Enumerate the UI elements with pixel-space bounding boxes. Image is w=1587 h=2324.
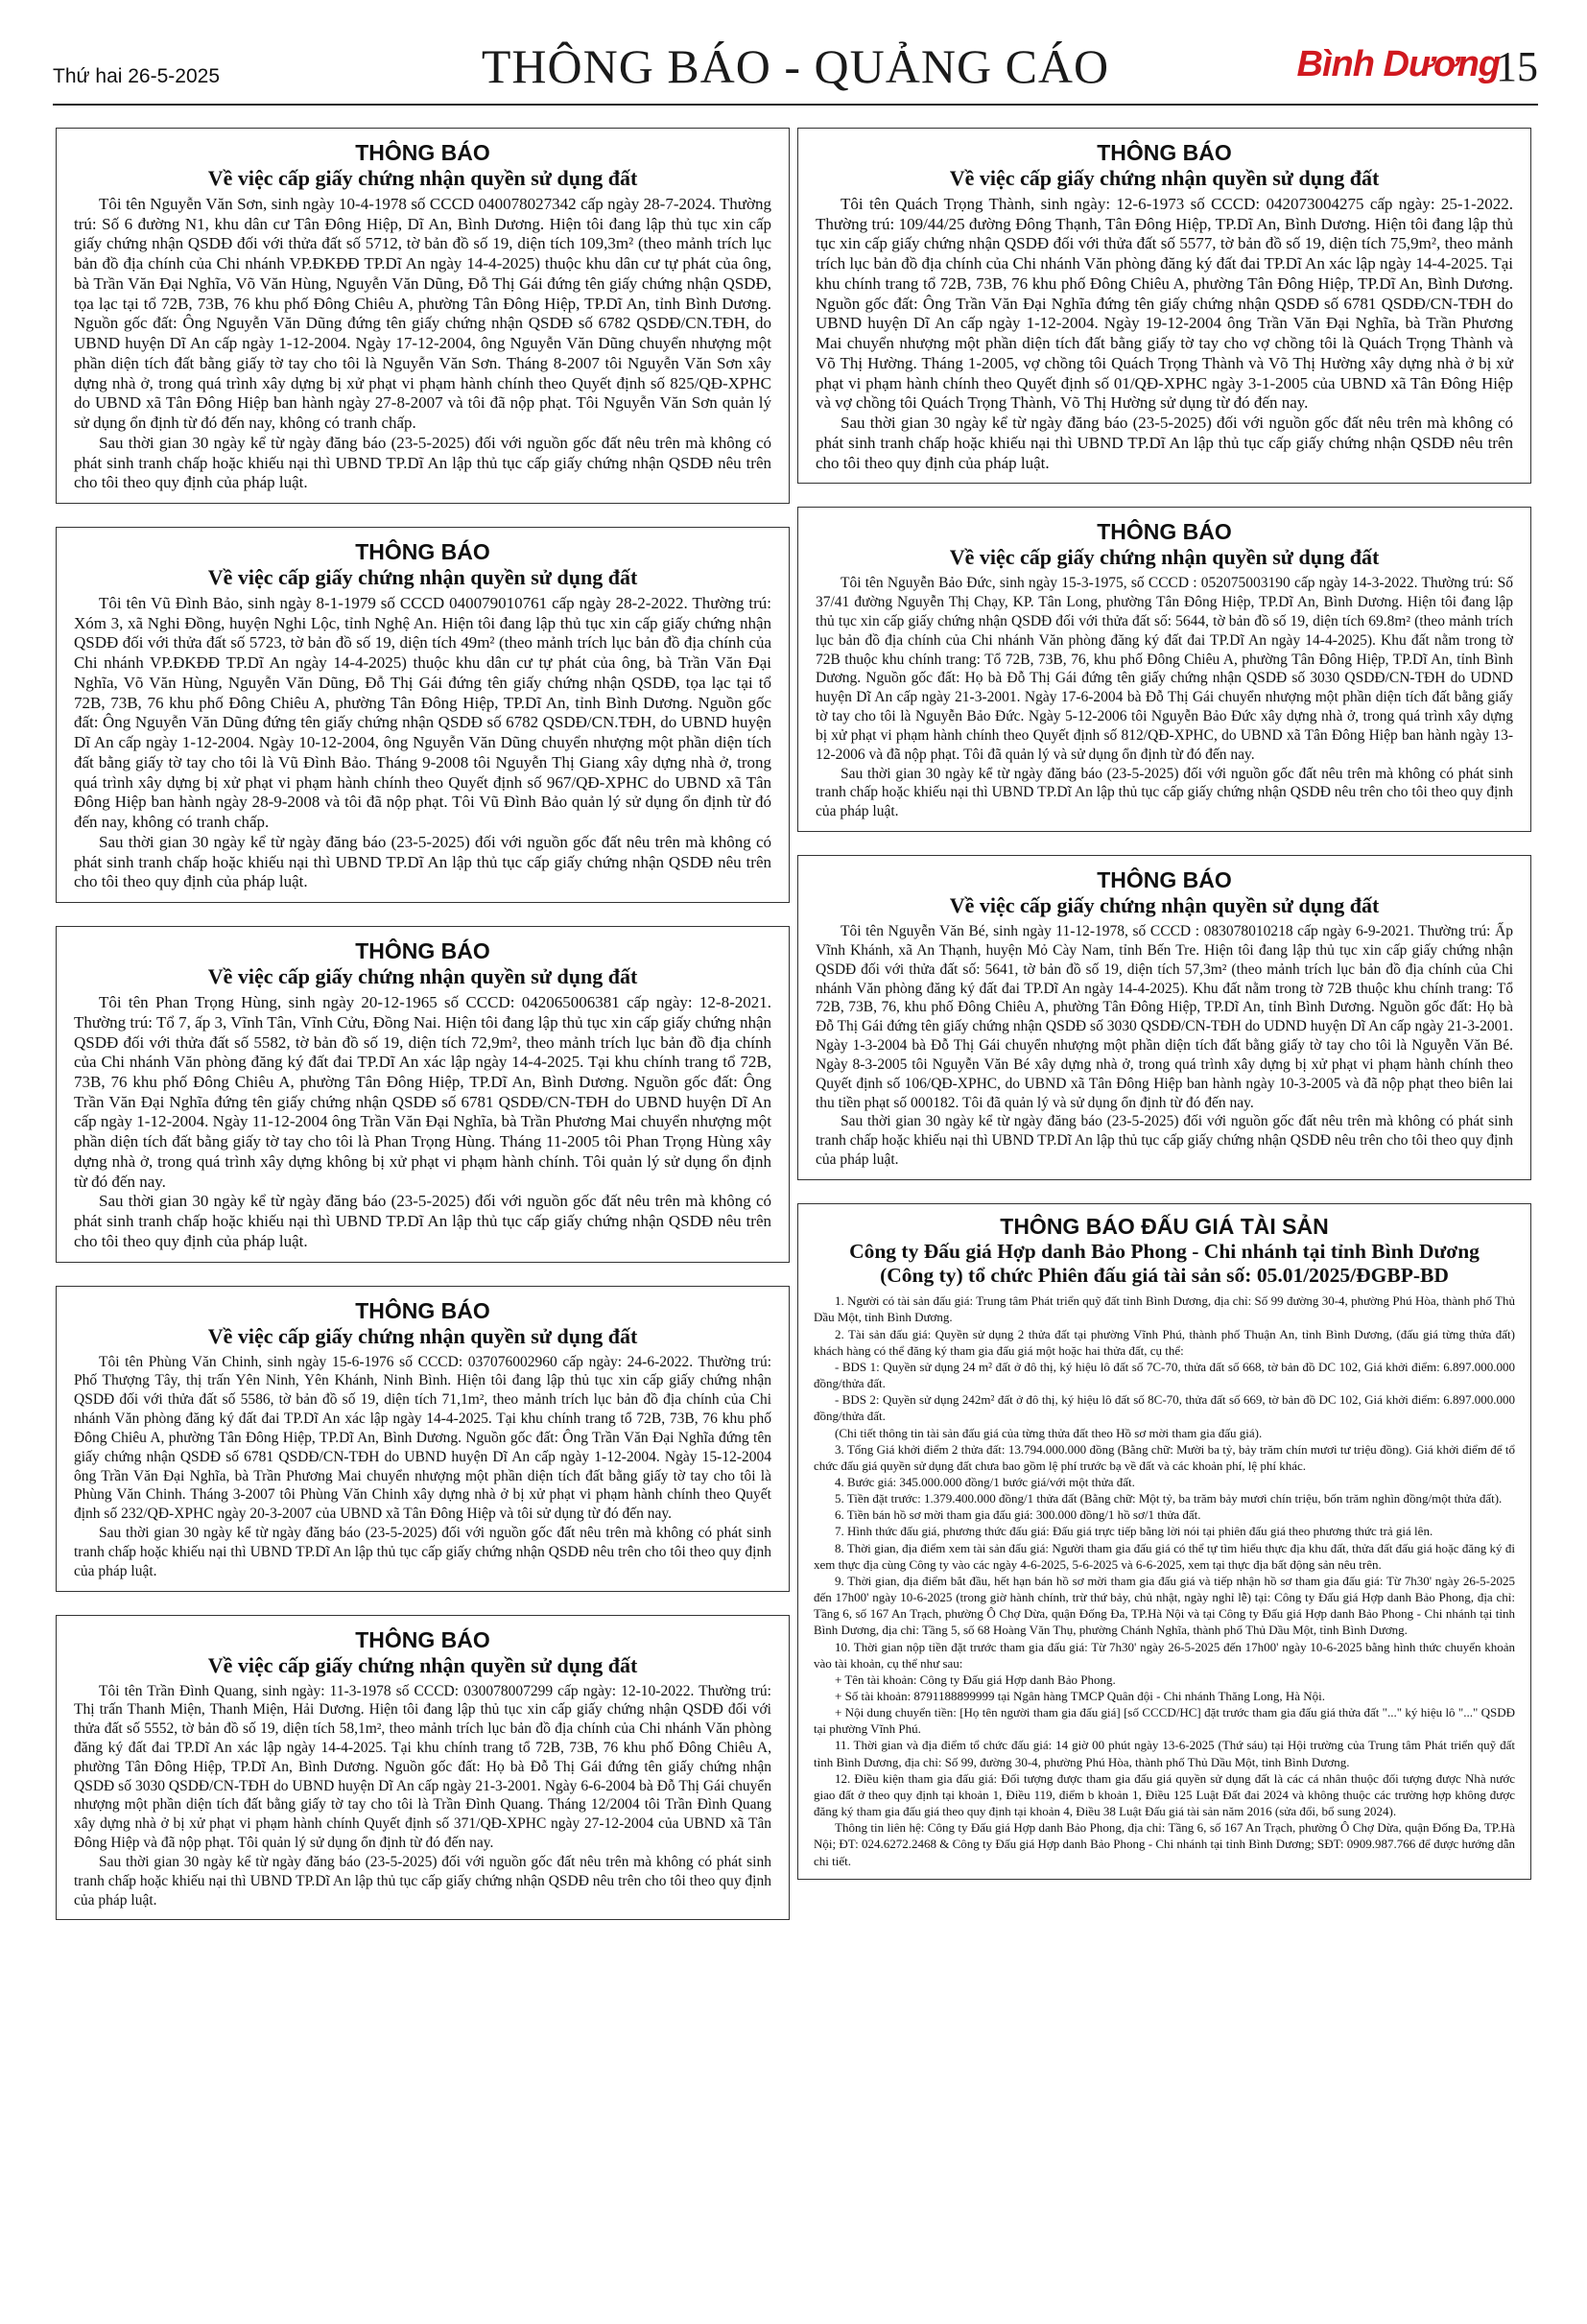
- notice-subtitle: Về việc cấp giấy chứng nhận quyền sử dụng đất: [207, 565, 638, 590]
- notice-paragraph: Sau thời gian 30 ngày kể từ ngày đăng báo (23-5-2025) đối với nguồn gốc đất nêu trên mà không có phát sinh tranh chấp hoặc khiếu nại thì UBND TP.Dĩ An lập thủ tục cấp giấy chứng nhận QSDĐ nêu trên cho tôi theo quy định của pháp luật.: [816, 414, 1513, 472]
- page-header: [53, 36, 1538, 106]
- auction-title: THÔNG BÁO ĐẤU GIÁ TÀI SẢN: [1000, 1213, 1329, 1239]
- notice-subtitle: Về việc cấp giấy chứng nhận quyền sử dụng đất: [949, 893, 1380, 918]
- notice-body: [816, 195, 1513, 473]
- notice-body: [74, 993, 771, 1252]
- auction-item: 10. Thời gian nộp tiền đặt trước tham gia đấu giá: Từ 7h30' ngày 26-5-2025 đến 17h00' ngày 10-6-2025 bằng hình thức chuyển khoản vào tài khoản, cụ thể như sau:: [814, 1639, 1515, 1671]
- auction-item: 11. Thời gian và địa điểm tổ chức đấu giá: 14 giờ 00 phút ngày 13-6-2025 (Thứ sáu) tại Hội trường của Trung tâm Phát triển quỹ đất tỉnh Bình Dương, địa chỉ: Số 99, đường 30-4, phường Phú Hòa, thành phố Thủ Dầu Một, tỉnh Bình Dương.: [814, 1738, 1515, 1769]
- land-notice: [56, 926, 790, 1263]
- notice-body: [816, 922, 1513, 1170]
- land-notice: [56, 128, 790, 504]
- notice-title: THÔNG BÁO: [355, 140, 490, 165]
- notice-body: [74, 1682, 771, 1910]
- notice-title: THÔNG BÁO: [355, 539, 490, 565]
- auction-item: - BDS 2: Quyền sử dụng 242m² đất ở đô thị, ký hiệu lô đất số 8C-70, thửa đất số 669, tờ bản đồ DC 102, Giá khởi điểm: 6.897.000.000 đồng/thửa đất.: [814, 1392, 1515, 1424]
- notice-body: [816, 574, 1513, 821]
- auction-item: 9. Thời gian, địa điểm bắt đầu, hết hạn bán hồ sơ mời tham gia đấu giá và tiếp nhận hồ sơ tham gia đấu giá: Từ 7h30' ngày 26-5-2025 đến 17h00' ngày 10-6-2025 (trong giờ hành chính, trừ thứ bảy, chủ nhật, ngày nghỉ lễ) tại: Công ty Đấu giá Hợp danh Bảo Phong, địa chỉ: Tầng 6, số 167 An Trạch, phường Ô Chợ Dừa, quận Đống Đa, TP.Hà Nội và tại Công ty Đấu giá Hợp danh Bảo Phong - Chi nhánh tại tỉnh Bình Dương, địa chỉ: Tầng 5, số 68 Hoàng Văn Thụ, phường Chánh Nghĩa, thành phố Thủ Dầu Một, tỉnh Bình Dương.: [814, 1573, 1515, 1638]
- notice-body: [74, 594, 771, 892]
- auction-item: 1. Người có tài sản đấu giá: Trung tâm Phát triển quỹ đất tỉnh Bình Dương, địa chỉ: Số 99 đường 30-4, phường Phú Hòa, thành phố Thủ Dầu Một, tỉnh Bình Dương.: [814, 1293, 1515, 1325]
- notice-paragraph: Sau thời gian 30 ngày kể từ ngày đăng báo (23-5-2025) đối với nguồn gốc đất nêu trên mà không có phát sinh tranh chấp hoặc khiếu nại thì UBND TP.Dĩ An lập thủ tục cấp giấy chứng nhận QSDĐ nêu trên cho tôi theo quy định của pháp luật.: [74, 433, 771, 492]
- notice-body: [74, 195, 771, 493]
- notice-subtitle: Về việc cấp giấy chứng nhận quyền sử dụng đất: [207, 1652, 638, 1677]
- auction-item: 2. Tài sản đấu giá: Quyền sử dụng 2 thửa đất tại phường Vĩnh Phú, thành phố Thuận An, tỉnh Bình Dương, (đấu giá từng thửa đất) khách hàng có thể đăng ký tham gia đấu giá một hoặc hai thửa đất, cụ thể:: [814, 1326, 1515, 1358]
- land-notice: [56, 527, 790, 903]
- notice-subtitle: Về việc cấp giấy chứng nhận quyền sử dụng đất: [949, 545, 1380, 570]
- notice-paragraph: Sau thời gian 30 ngày kể từ ngày đăng báo (23-5-2025) đối với nguồn gốc đất nêu trên mà không có phát sinh tranh chấp hoặc khiếu nại thì UBND TP.Dĩ An lập thủ tục cấp giấy chứng nhận QSDĐ nêu trên cho tôi theo quy định của pháp luật.: [816, 1113, 1513, 1168]
- land-notice: [797, 128, 1531, 484]
- auction-item: (Chi tiết thông tin tài sản đấu giá của từng thửa đất theo Hồ sơ mời tham gia đấu giá).: [835, 1425, 1263, 1440]
- auction-item: + Tên tài khoản: Công ty Đấu giá Hợp danh Bảo Phong.: [835, 1672, 1116, 1687]
- land-notice: [56, 1286, 790, 1592]
- land-notice: [56, 1615, 790, 1921]
- notice-subtitle: Về việc cấp giấy chứng nhận quyền sử dụng đất: [949, 166, 1380, 190]
- auction-item: 8. Thời gian, địa điểm xem tài sản đấu giá: Người tham gia đấu giá có thể tự tìm hiểu thực địa khu đất, thửa đất đấu giá hoặc đăng ký đi xem thực địa cùng Công ty vào các ngày 4-6-2025, 5-6-2025 và 6-6-2025, xem tại thực địa bất động sản nêu trên.: [814, 1540, 1515, 1572]
- notice-paragraph: Sau thời gian 30 ngày kể từ ngày đăng báo (23-5-2025) đối với nguồn gốc đất nêu trên mà không có phát sinh tranh chấp hoặc khiếu nại thì UBND TP.Dĩ An lập thủ tục cấp giấy chứng nhận QSDĐ nêu trên cho tôi theo quy định của pháp luật.: [74, 1853, 771, 1909]
- newspaper-logo: Bình Dương: [1296, 44, 1500, 84]
- auction-item: 7. Hình thức đấu giá, phương thức đấu giá: Đấu giá trực tiếp bằng lời nói tại phiên đấu giá theo phương thức trả giá lên.: [835, 1524, 1433, 1539]
- notice-paragraph: Sau thời gian 30 ngày kể từ ngày đăng báo (23-5-2025) đối với nguồn gốc đất nêu trên mà không có phát sinh tranh chấp hoặc khiếu nại thì UBND TP.Dĩ An lập thủ tục cấp giấy chứng nhận QSDĐ nêu trên cho tôi theo quy định của pháp luật.: [74, 832, 771, 891]
- page-number: 15: [1496, 43, 1538, 90]
- notice-subtitle: Về việc cấp giấy chứng nhận quyền sử dụng đất: [207, 166, 638, 190]
- notice-paragraph: Tôi tên Phan Trọng Hùng, sinh ngày 20-12-1965 số CCCD: 042065006381 cấp ngày: 12-8-2021. Thường trú: Tổ 7, ấp 3, Vĩnh Tân, Vĩnh Cửu, Đồng Nai. Hiện tôi đang lập thủ tục xin cấp giấy chứng nhận QSDĐ đối với thửa đất số 5582, tờ bản đồ số 19, diện tích 72,9m², theo mảnh trích lục bản đồ địa chính của Chi nhánh Văn phòng đăng ký đất đai TP.Dĩ An xác lập ngày 14-4-2025. Tại khu chính trang tổ 72B, 73B, 76 khu phố Đông Chiêu A, phường Tân Đông Hiệp, TP.Dĩ An, Bình Dương. Nguồn gốc đất: Ông Trần Văn Đại Nghĩa đứng tên giấy chứng nhận QSDĐ số 6781 QSDĐ/CN-TĐH do UBND huyện Dĩ An cấp ngày 1-12-2004. Ngày 11-12-2004 ông Trần Văn Đại Nghĩa, bà Trần Phương Mai chuyển nhượng một phần diện tích đất bằng giấy tờ tay cho tôi là Phan Trọng Hùng. Tháng 11-2005 tôi Phan Trọng Hùng xây dựng nhà ở, trong quá trình xây dựng không bị xử phạt vi phạm hành chính. Tôi quản lý sử dụng ổn định từ đó đến nay.: [74, 993, 771, 1191]
- auction-item: 5. Tiền đặt trước: 1.379.400.000 đồng/1 thửa đất (Bằng chữ: Một tỷ, ba trăm bảy mươi chín triệu, bốn trăm nghìn đồng/một thửa đất).: [835, 1491, 1503, 1506]
- notice-paragraph: Sau thời gian 30 ngày kể từ ngày đăng báo (23-5-2025) đối với nguồn gốc đất nêu trên mà không có phát sinh tranh chấp hoặc khiếu nại thì UBND TP.Dĩ An lập thủ tục cấp giấy chứng nhận QSDĐ nêu trên cho tôi theo quy định của pháp luật.: [74, 1192, 771, 1250]
- auction-body: [814, 1292, 1515, 1868]
- notice-paragraph: Tôi tên Vũ Đình Bảo, sinh ngày 8-1-1979 số CCCD 040079010761 cấp ngày 28-2-2022. Thường trú: Xóm 3, xã Nghi Đồng, huyện Nghi Lộc, tỉnh Nghệ An. Hiện tôi đang lập thủ tục xin cấp giấy chứng nhận QSDĐ đối với thửa đất số 5723, tờ bản đồ số 19, diện tích 49m² (theo mảnh trích lục bản đồ địa chính của Chi nhánh VP.ĐKĐĐ TP.Dĩ An ngày 14-4-2025) thuộc khu dân cư tự phát của ông, bà Trần Văn Đại Nghĩa, Võ Văn Hùng, Nguyễn Văn Dũng, Đỗ Thị Gái đứng tên giấy chứng nhận QSDĐ, tọa lạc tại tổ 72B, 73B, 76 khu phố Đông Chiêu A, phường Tân Đông Hiệp, TP.Dĩ An, tỉnh Bình Dương. Nguồn gốc đất: Ông Nguyễn Văn Dũng đứng tên giấy chứng nhận QSDĐ số 6782 QSDĐ/CN.TĐH, do UBND huyện Dĩ An cấp ngày 1-12-2004. Ngày 10-12-2004, ông Nguyễn Văn Dũng chuyển nhượng một phần diện tích đất bằng giấy tờ tay cho tôi là Vũ Đình Bảo. Tháng 9-2008 tôi Nguyễn Thị Giang xây dựng nhà ở, trong quá trình xây dựng bị xử phạt vi phạm hành chính theo Quyết định số 967/QĐ-XPHC do UBND xã Tân Đông Hiệp ban hành ngày 28-9-2008 và tôi đã nộp phạt. Tôi Vũ Đình Bảo quản lý sử dụng ổn định từ đó đến nay, không có tranh chấp.: [74, 594, 771, 832]
- auction-item: Thông tin liên hệ: Công ty Đấu giá Hợp danh Bảo Phong, địa chỉ: Tầng 6, số 167 An Trạch, phường Ô Chợ Dừa, quận Đống Đa, TP.Hà Nội; ĐT: 024.6272.2468 & Công ty Đấu giá Hợp danh Bảo Phong - Chi nhánh tại tỉnh Bình Dương; SĐT: 0909.987.766 để được hướng dẫn chi tiết.: [814, 1820, 1515, 1868]
- left-column: [56, 128, 790, 1943]
- auction-subtitle: Công ty Đấu giá Hợp danh Bảo Phong - Chi nhánh tại tỉnh Bình Dương (Công ty) tổ chức Phiên đấu giá tài sản số: 05.01/2025/ĐGBP-BD: [849, 1239, 1480, 1287]
- issue-date: Thứ hai 26-5-2025: [53, 65, 220, 87]
- notice-paragraph: Sau thời gian 30 ngày kể từ ngày đăng báo (23-5-2025) đối với nguồn gốc đất nêu trên mà không có phát sinh tranh chấp hoặc khiếu nại thì UBND TP.Dĩ An lập thủ tục cấp giấy chứng nhận QSDĐ nêu trên cho tôi theo quy định của pháp luật.: [816, 765, 1513, 820]
- notice-subtitle: Về việc cấp giấy chứng nhận quyền sử dụng đất: [207, 1323, 638, 1348]
- auction-item: + Số tài khoản: 8791188899999 tại Ngân hàng TMCP Quân đội - Chi nhánh Thăng Long, Hà Nội.: [835, 1689, 1326, 1703]
- notice-title: THÔNG BÁO: [1097, 519, 1232, 545]
- notice-title: THÔNG BÁO: [1097, 867, 1232, 893]
- section-title: THÔNG BÁO - QUẢNG CÁO: [481, 39, 1110, 93]
- auction-item: 6. Tiền bán hồ sơ mời tham gia đấu giá: 300.000 đồng/1 hồ sơ/1 thửa đất.: [835, 1507, 1201, 1523]
- notice-body: [74, 1353, 771, 1581]
- auction-item: - BDS 1: Quyền sử dụng 24 m² đất ở đô thị, ký hiệu lô đất số 7C-70, thửa đất số 668, tờ bản đồ DC 102, Giá khởi điểm: 6.897.000.000 đồng/thửa đất.: [814, 1359, 1515, 1391]
- notice-paragraph: Tôi tên Quách Trọng Thành, sinh ngày: 12-6-1973 số CCCD: 042073004275 cấp ngày: 25-1-2022. Thường trú: 109/44/25 đường Đông Thạnh, Tân Đông Hiệp, TP.Dĩ An, Bình Dương. Hiện tôi đang lập thủ tục xin cấp giấy chứng nhận QSDĐ đối với thửa đất số 5577, tờ bản đồ số 19, diện tích 75,9m², theo mảnh trích lục bản đồ địa chính của Chi nhánh Văn phòng đăng ký đất đai TP.Dĩ An xác lập ngày 14-4-2025. Tại khu chính trang tổ 72B, 73B, 76 khu phố Đông Chiêu A, phường Tân Đông Hiệp, TP.Dĩ An, Bình Dương. Nguồn gốc đất: Ông Trần Văn Đại Nghĩa đứng tên giấy chứng nhận QSDĐ số 6781 QSDĐ/CN-TĐH do UBND huyện Dĩ An cấp ngày 1-12-2004. Ngày 19-12-2004 ông Trần Văn Đại Nghĩa, bà Trần Phương Mai chuyển nhượng một phần diện tích đất bằng giấy tờ tay cho vợ chồng tôi là Quách Trọng Thành và Võ Thị Hường. Tháng 1-2005, vợ chồng tôi Quách Trọng Thành và Võ Thị Hường xây dựng nhà ở bị xử phạt vi phạm hành chính theo Quyết định số 01/QĐ-XPHC ngày 3-1-2005 của UBND xã Tân Đông Hiệp và vợ chồng tôi Quách Trọng Thành, Võ Thị Hường sử dụng từ đó đến nay.: [816, 195, 1513, 413]
- auction-notice: [797, 1203, 1531, 1880]
- notice-paragraph: Tôi tên Phùng Văn Chinh, sinh ngày 15-6-1976 số CCCD: 037076002960 cấp ngày: 24-6-2022. Thường trú: Phố Thượng Tây, thị trấn Yên Ninh, Yên Khánh, Ninh Bình. Hiện tôi đang lập thủ tục xin cấp giấy chứng nhận QSDĐ đối với thửa đất số 5586, tờ bản đồ số 19, diện tích 71,1m², theo mảnh trích lục bản đồ địa chính của Chi nhánh Văn phòng đăng ký đất đai TP.Dĩ An xác lập ngày 14-4-2025. Tại khu chính trang tổ 72B, 73B, 76 khu phố Đông Chiêu A, phường Tân Đông Hiệp, TP.Dĩ An, Bình Dương. Nguồn gốc đất: Ông Trần Văn Đại Nghĩa đứng tên giấy chứng nhận QSDĐ số 6781 QSDĐ/CN-TĐH do UBND huyện Dĩ An cấp ngày 1-12-2004. Ngày 15-12-2004 ông Trần Văn Đại Nghĩa, bà Trần Phương Mai chuyển nhượng một phần diện tích đất bằng giấy tờ tay cho tôi là Phùng Văn Chinh. Tháng 3-2007 tôi Phùng Văn Chinh xây dựng nhà ở bị xử phạt vi phạm hành chính theo Quyết định số 232/QĐ-XPHC ngày 20-3-2007 của UBND xã Tân Đông Hiệp và tôi sử dụng từ đó đến nay.: [74, 1353, 771, 1523]
- auction-item: 12. Điều kiện tham gia đấu giá: Đối tượng được tham gia đấu giá quyền sử dụng đất là các cá nhân thuộc đối tượng được Nhà nước giao đất ở theo quy định tại khoản 1, Điều 119, điểm b khoản 1, Điều 125 Luật Đất đai 2024 và không thuộc các trường hợp không được đăng ký tham gia đấu giá theo quy định tại khoản 4, Điều 38 Luật Đấu giá tài sản năm 2016 (sửa đổi, bổ sung 2024).: [814, 1770, 1515, 1819]
- notice-paragraph: Sau thời gian 30 ngày kể từ ngày đăng báo (23-5-2025) đối với nguồn gốc đất nêu trên mà không có phát sinh tranh chấp hoặc khiếu nại thì UBND TP.Dĩ An lập thủ tục cấp giấy chứng nhận QSDĐ nêu trên cho tôi theo quy định của pháp luật.: [74, 1525, 771, 1579]
- notice-title: THÔNG BÁO: [355, 938, 490, 964]
- notice-subtitle: Về việc cấp giấy chứng nhận quyền sử dụng đất: [207, 964, 638, 989]
- notice-paragraph: Tôi tên Trần Đình Quang, sinh ngày: 11-3-1978 số CCCD: 030078007299 cấp ngày: 12-10-2022. Thường trú: Thị trấn Thanh Miện, Thanh Miện, Hải Dương. Hiện tôi đang lập thủ tục xin cấp giấy chứng nhận QSDĐ đối với thửa đất số 5552, tờ bản đồ số 19, diện tích 58,1m², theo mảnh trích lục bản đồ địa chính của Chi nhánh Văn phòng đăng ký đất đai TP.Dĩ An xác lập ngày 14-4-2025. Tại khu chính trang tổ 72B, 73B, 76 khu phố Đông Chiêu A, phường Tân Đông Hiệp, TP.Dĩ An, Bình Dương. Nguồn gốc đất: Họ bà Đỗ Thị Gái đứng tên giấy chứng nhận QSDĐ số 3030 QSDĐ/CN-TĐH do UBND huyện Dĩ An cấp ngày 21-3-2001. Ngày 6-6-2004 bà Đỗ Thị Gái chuyển nhượng một phần diện tích đất bằng giấy tờ tay cho tôi là Trần Đình Quang. Tháng 12/2004 tôi Trần Đình Quang xây dựng nhà ở bị xử phạt vi phạm hành chính Quyết định số 371/QĐ-XPHC ngày 27-12-2004 của UBND xã Tân Đông Hiệp và đã nộp phạt. Tôi quản lý sử dụng ổn định từ đó đến nay.: [74, 1682, 771, 1852]
- land-notice: [797, 855, 1531, 1180]
- auction-item: 4. Bước giá: 345.000.000 đồng/1 bước giá/với một thửa đất.: [835, 1474, 1135, 1489]
- notice-paragraph: Tôi tên Nguyễn Bảo Đức, sinh ngày 15-3-1975, số CCCD : 052075003190 cấp ngày 14-3-2022. Thường trú: Số 37/41 đường Nguyễn Thị Chạy, KP. Tân Long, phường Tân Đông Hiệp, TP.Dĩ An, Bình Dương. Hiện tôi đang lập thủ tục xin cấp giấy chứng nhận QSDĐ đối với thửa đất số: 5644, tờ bản đồ số 19, diện tích 69.8m² (theo mảnh trích lục bản đồ địa chính của Chi nhánh Văn phòng đăng ký đất đai TP.Dĩ An ngày 14-4-2025). Khu đất nằm trong tờ 72B thuộc khu chính trang: Tổ 72B, 73B, 76, khu phố Đông Chiêu A, phường Tân Đông Hiệp, TP.Dĩ An, tỉnh Bình Dương. Nguồn gốc đất: Họ bà Đỗ Thị Gái đứng tên giấy chứng nhận QSDĐ số 3030 QSDĐ/CN-TĐH do UDND huyện Dĩ An cấp ngày 21-3-2001. Ngày 17-6-2004 bà Đỗ Thị Gái chuyển nhượng một phần diện tích đất bằng giấy tờ tay cho tôi là Nguyễn Bảo Đức. Ngày 5-12-2006 tôi Nguyễn Bảo Đức xây dựng nhà ở, trong quá trình xây dựng bị xử phạt vi phạm hành chính theo Quyết định số 812/QĐ-XPHC, do UBND xã Tân Đông Hiệp ban hành ngày 13-12-2006 và đã nộp phạt. Tôi đã quản lý và sử dụng ổn định từ đó đến nay.: [816, 575, 1513, 763]
- notice-title: THÔNG BÁO: [355, 1626, 490, 1652]
- notice-title: THÔNG BÁO: [355, 1297, 490, 1323]
- auction-item: 3. Tổng Giá khởi điểm 2 thửa đất: 13.794.000.000 đồng (Bằng chữ: Mười ba tỷ, bảy trăm chín mươi tư triệu đồng). Giá khởi điểm để tổ chức đấu giá quyền sử dụng đất chưa bao gồm lệ phí trước bạ về đất và các khoản phí, lệ phí khác.: [814, 1441, 1515, 1473]
- notice-paragraph: Tôi tên Nguyễn Văn Sơn, sinh ngày 10-4-1978 số CCCD 040078027342 cấp ngày 28-7-2024. Thường trú: Số 6 đường N1, khu dân cư Tân Đông Hiệp, Dĩ An, Bình Dương. Hiện tôi đang lập thủ tục xin cấp giấy chứng nhận QSDĐ đối với thửa đất số 5712, tờ bản đồ số 19, diện tích 109,3m² (theo mảnh trích lục bản đồ địa chính của Chi nhánh VP.ĐKĐĐ TP.Dĩ An ngày 14-4-2025) thuộc khu dân cư tự phát của ông, bà Trần Văn Đại Nghĩa, Võ Văn Hùng, Nguyễn Văn Dũng, Đỗ Thị Gái đứng tên giấy chứng nhận QSDĐ, tọa lạc tại tổ 72B, 73B, 76 khu phố Đông Chiêu A, phường Tân Đông Hiệp, TP.Dĩ An, tỉnh Bình Dương. Nguồn gốc đất: Ông Nguyễn Văn Dũng đứng tên giấy chứng nhận QSDĐ số 6782 QSDĐ/CN.TĐH, do UBND huyện Dĩ An cấp ngày 1-12-2004. Ngày 17-12-2004, ông Nguyễn Văn Dũng chuyển nhượng một phần diện tích đất bằng giấy tờ tay cho tôi là Nguyễn Văn Sơn. Tháng 8-2007 tôi Nguyễn Văn Sơn xây dựng nhà ở, trong quá trình xây dựng bị xử phạt vi phạm hành chính theo Quyết định số 825/QĐ-XPHC do UBND xã Tân Đông Hiệp ban hành ngày 27-8-2007 và tôi đã nộp phạt. Tôi Nguyễn Văn Sơn quản lý sử dụng ổn định từ đó đến nay, không có tranh chấp.: [74, 195, 771, 433]
- notice-paragraph: Tôi tên Nguyễn Văn Bé, sinh ngày 11-12-1978, số CCCD : 083078010218 cấp ngày 6-9-2021. Thường trú: Ấp Vĩnh Khánh, xã An Thạnh, huyện Mỏ Cày Nam, tỉnh Bến Tre. Hiện tôi đang lập thủ tục xin cấp giấy chứng nhận QSDĐ đối với thửa đất số: 5641, tờ bản đồ số 19, diện tích 57,3m² (theo mảnh trích lục bản đồ địa chính của Chi nhánh Văn phòng đăng ký đất đai TP.Dĩ An ngày 14-4-2025). Khu đất nằm trong tờ 72B thuộc khu chính trang: Tổ 72B, 73B, 76, khu phố Đông Chiêu A, phường Tân Đông Hiệp, TP.Dĩ An, tỉnh Bình Dương. Nguồn gốc đất: Họ bà Đỗ Thị Gái đứng tên giấy chứng nhận QSDĐ số 3030 QSDĐ/CN-TĐH do UDND huyện Dĩ An cấp ngày 21-3-2001. Ngày 1-3-2004 bà Đỗ Thị Gái chuyển nhượng một phần diện tích đất bằng giấy tờ tay cho tôi là Nguyễn Văn Bé. Ngày 8-3-2005 tôi Nguyễn Văn Bé xây dựng nhà ở, trong quá trình xây dựng bị xử phạt vi phạm hành chính theo Quyết định số 106/QĐ-XPHC, do UBND xã Tân Đông Hiệp ban hành ngày 10-3-2005 và đã nộp phạt theo biên lai thu tiền phạt số 000182. Tôi đã quản lý và sử dụng ổn định từ đó đến nay.: [816, 923, 1513, 1111]
- auction-item: + Nội dung chuyển tiền: [Họ tên người tham gia đấu giá] [số CCCD/HC] đặt trước tham gia đấu giá thửa đất "..." ký hiệu lô "..." QSDĐ tại phường Vĩnh Phú.: [814, 1705, 1515, 1737]
- land-notice: [797, 507, 1531, 832]
- right-column: [797, 128, 1531, 1880]
- notice-title: THÔNG BÁO: [1097, 140, 1232, 165]
